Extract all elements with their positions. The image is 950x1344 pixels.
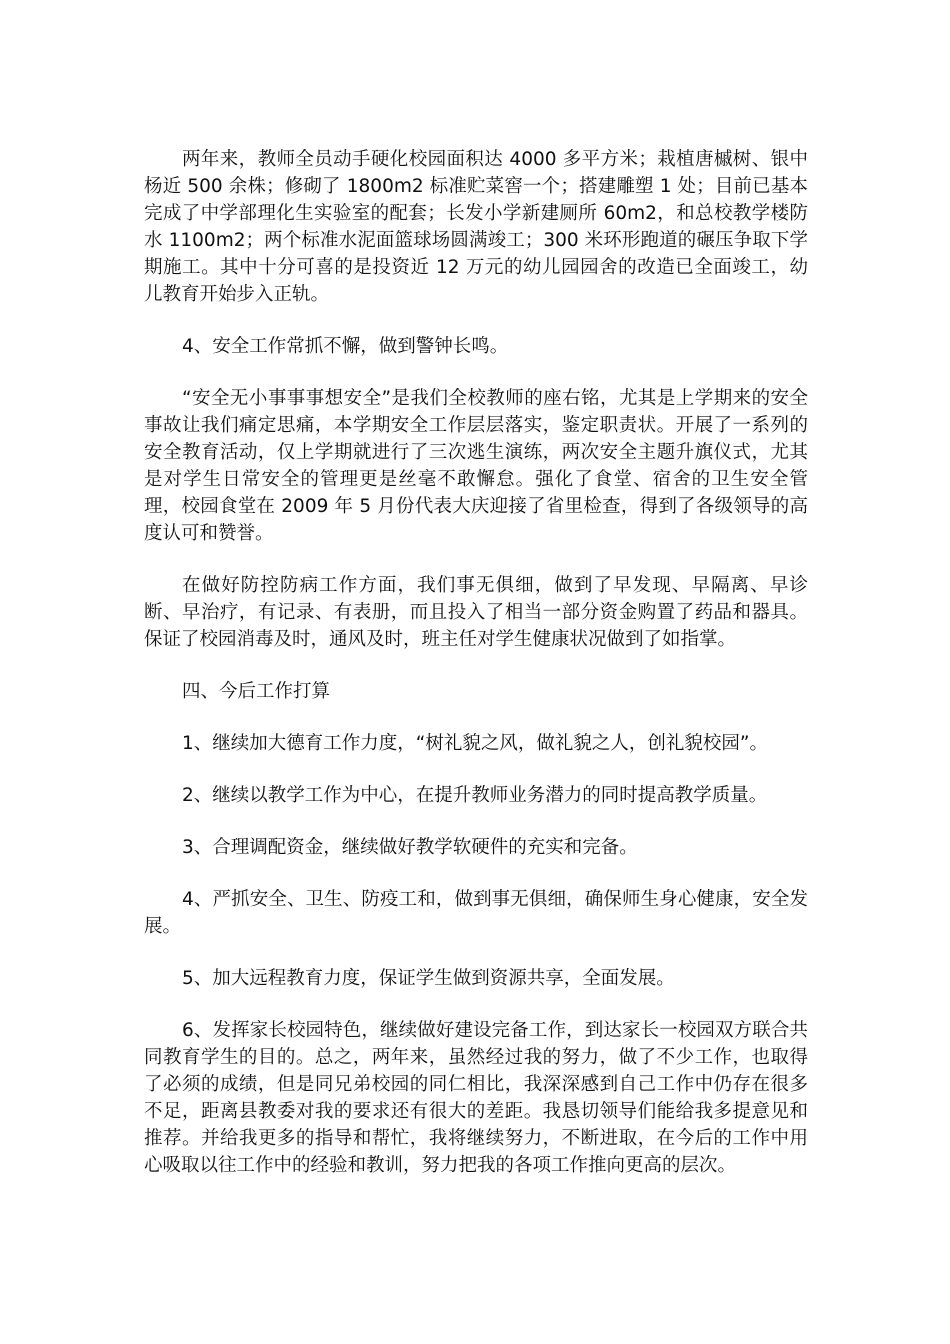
document-page (144, 146, 808, 1204)
paragraph-construction-achievements: 两年来，教师全员动手硬化校园面积达 4000 多平方米；栽植唐槭树、银中杨近 500 余株；修砌了 1800m2 标准贮菜窖一个；搭建雕塑 1 处；目前已基本完成了中学部理化生实验室的配套；长发小学新建厕所 60m2，和总校教学楼防水 1100m2；两个标准水泥面篮球场圆满竣工；300 米环形跑道的碾压争取下学期施工。其中十分可喜的是投资近 12 万元的幼儿园园舍的改造已全面竣工，幼儿教育开始步入正轨。 (144, 149, 808, 305)
plan-item-2: 2、继续以教学工作为中心，在提升教师业务潜力的同时提高教学质量。 (182, 785, 768, 806)
plan-item-1: 1、继续加大德育工作力度，“树礼貌之风，做礼貌之人，创礼貌校园”。 (182, 733, 768, 754)
plan-item-3: 3、合理调配资金，继续做好教学软硬件的充实和完备。 (182, 837, 638, 858)
paragraph-safety-details: “安全无小事事事想安全”是我们全校教师的座右铭，尤其是上学期来的安全事故让我们痛定思痛，本学期安全工作层层落实，鉴定职责状。开展了一系列的安全教育活动，仅上学期就进行了三次逃生演练，两次安全主题升旗仪式，尤其是对学生日常安全的管理更是丝毫不敢懈怠。强化了食堂、宿舍的卫生安全管理，校园食堂在 2009 年 5 月份代表大庆迎接了省里检查，得到了各级领导的高度认可和赞誉。 (144, 388, 808, 544)
paragraph-disease-prevention: 在做好防控防病工作方面，我们事无俱细，做到了早发现、早隔离、早诊断、早治疗，有记录、有表册，而且投入了相当一部分资金购置了药品和器具。保证了校园消毒及时，通风及时，班主任对学生健康状况做到了如指掌。 (144, 575, 808, 650)
plan-item-5: 5、加大远程教育力度，保证学生做到资源共享，全面发展。 (182, 968, 675, 989)
section-heading-future-plans: 四、今后工作打算 (182, 681, 331, 702)
paragraph-heading-safety-work: 4、安全工作常抓不懈，做到警钟长鸣。 (182, 336, 509, 357)
plan-item-6-conclusion: 6、发挥家长校园特色，继续做好建设完备工作，到达家长一校园双方联合共同教育学生的目的。总之，两年来，虽然经过我的努力，做了不少工作，也取得了必须的成绩，但是同兄弟校园的同仁相比，我深深感到自己工作中仍存在很多不足，距离县教委对我的要求还有很大的差距。我恳切领导们能给我多提意见和推荐。并给我更多的指导和帮忙，我将继续努力，不断进取，在今后的工作中用心吸取以往工作中的经验和教训，努力把我的各项工作推向更高的层次。 (144, 1020, 808, 1176)
plan-item-4: 4、严抓安全、卫生、防疫工和，做到事无俱细，确保师生身心健康，安全发展。 (144, 889, 808, 937)
